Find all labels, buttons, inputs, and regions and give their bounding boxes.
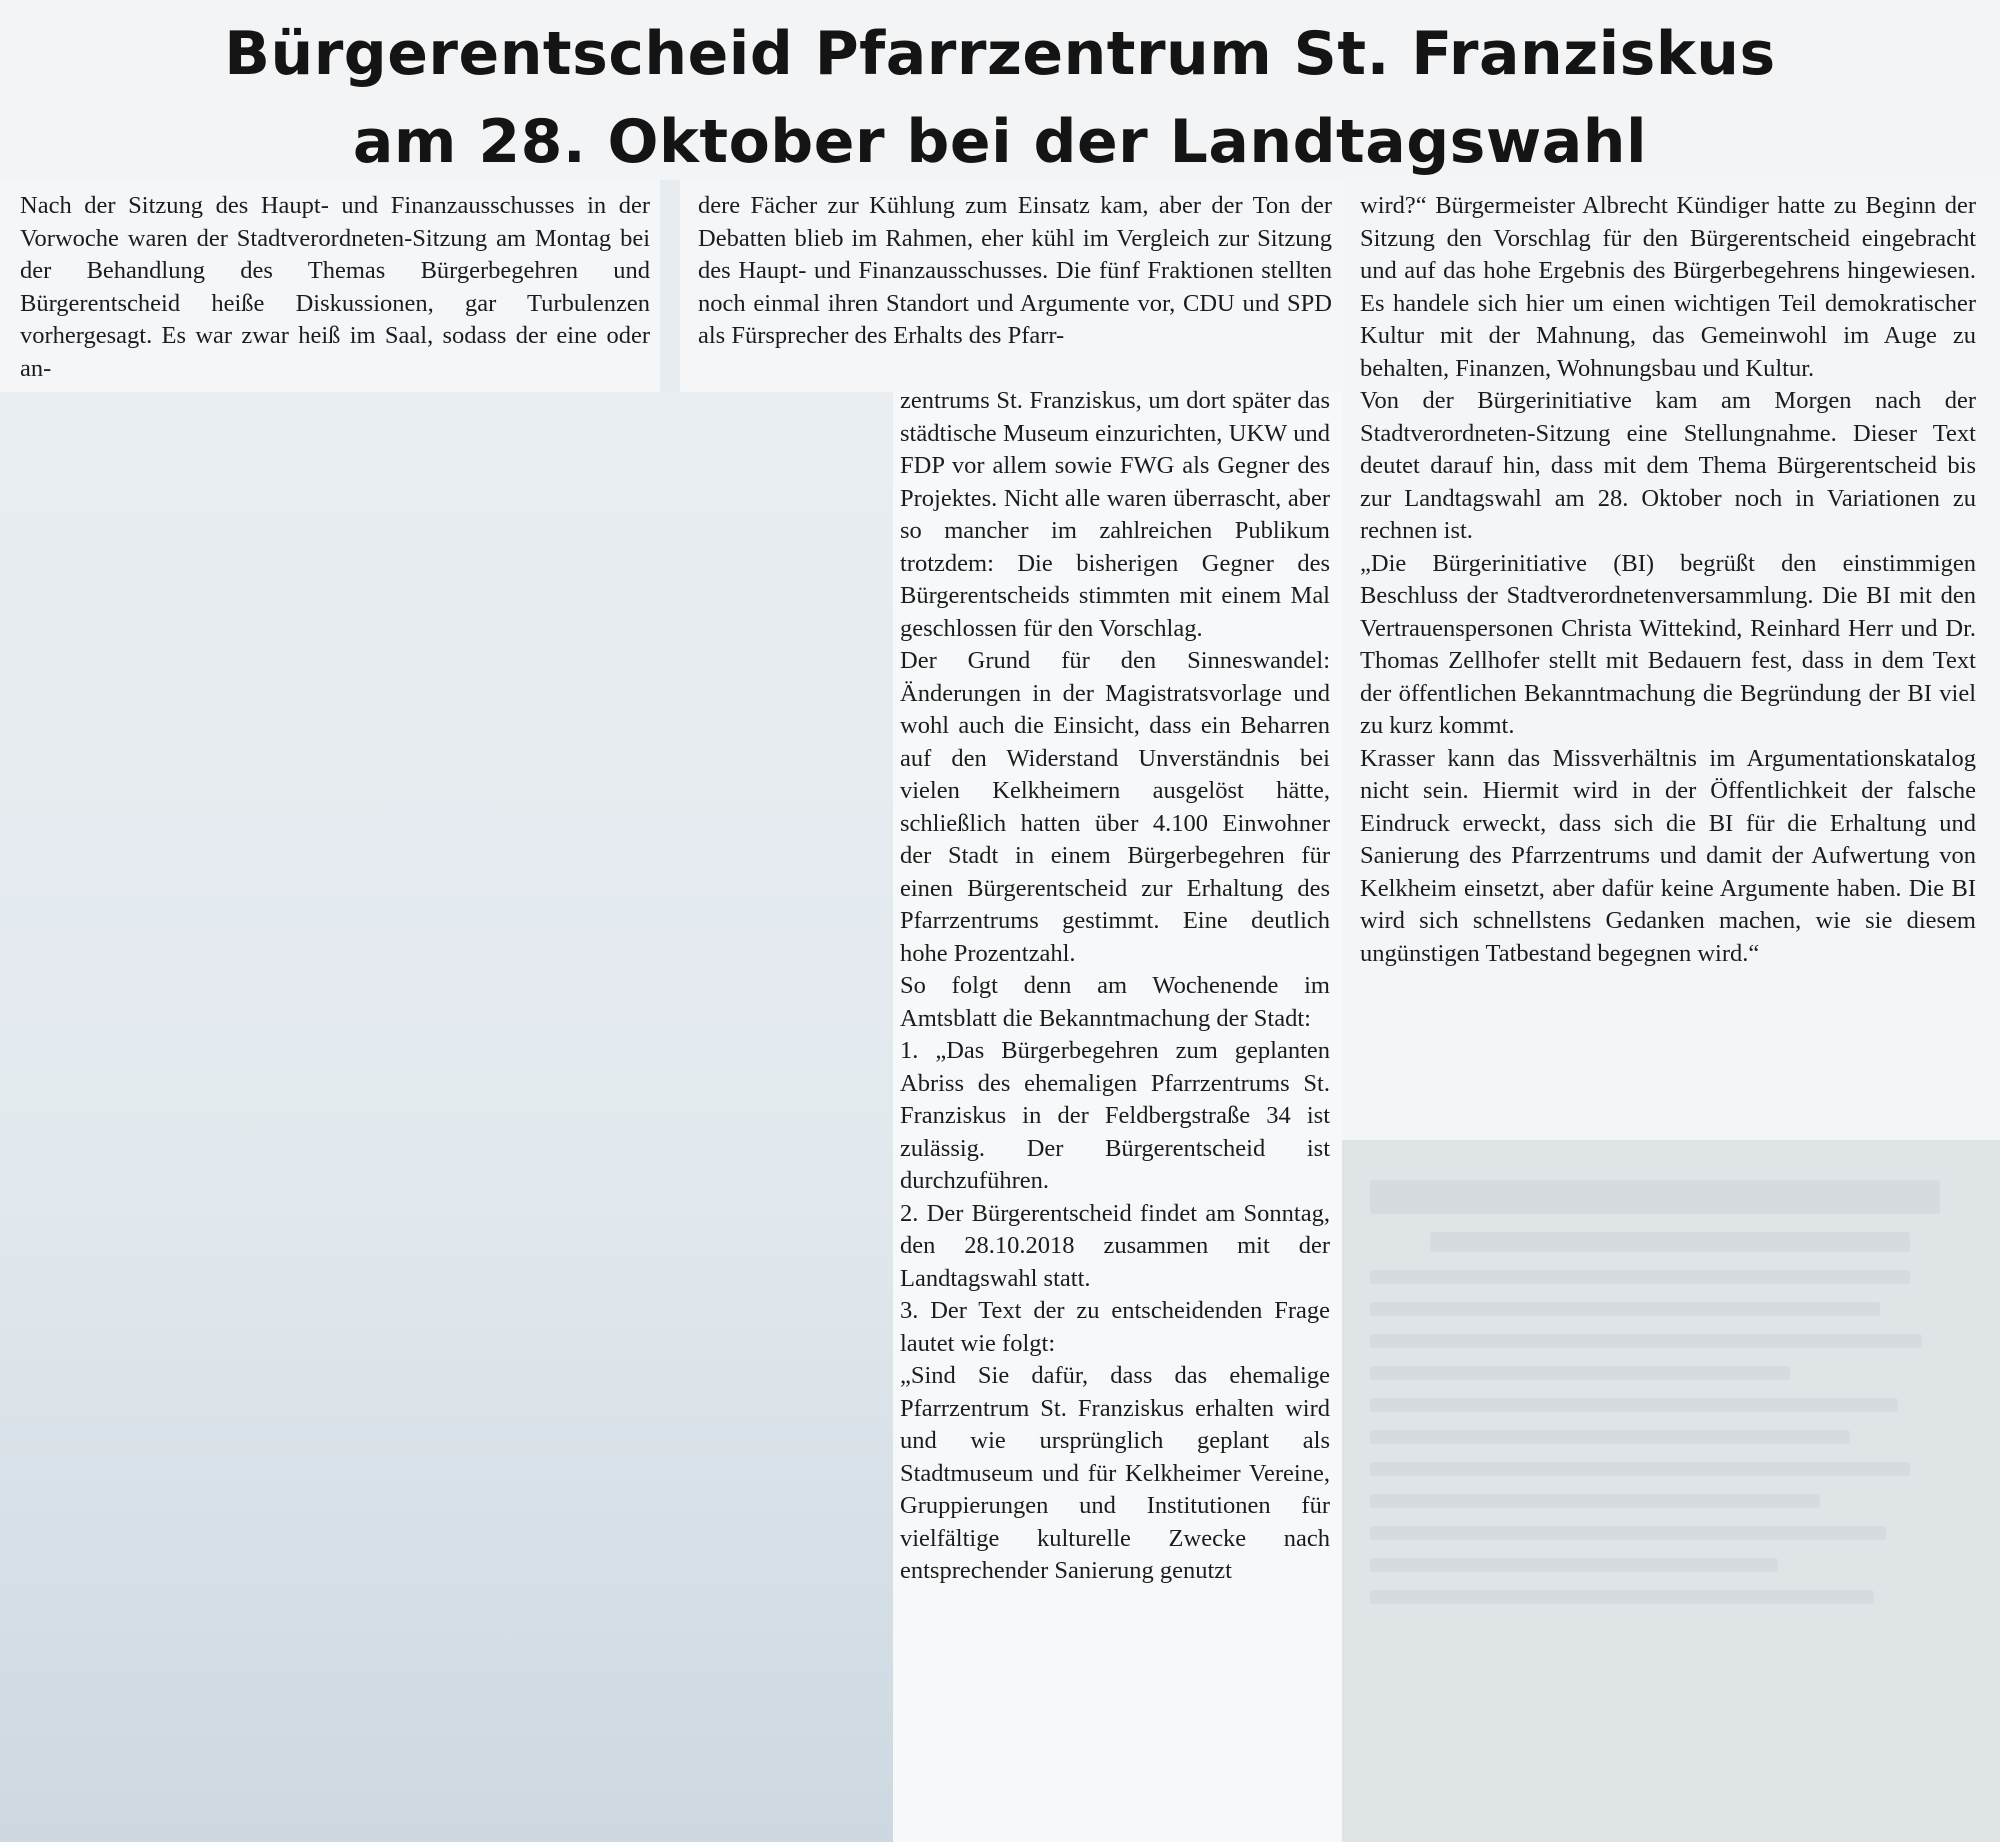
column-3-paragraph: Krasser kann das Missverhältnis im Argumentationskatalog nicht sein. Hiermit wird in der Öffentlichkeit der falsche Eindruck erweckt, dass sich die BI für die Erhaltung und Sanierung des Pfarrzentrums und damit der Aufwertung von Kelkheim einsetzt, aber dafür keine Argumente haben. Die BI wird sich schnellstens Gedanken machen, wie sie diesem ungünstigen Tatbestand begegnen wird.“ xyxy=(1360,744,1976,967)
faded-adjacent-article xyxy=(1370,1180,1970,1820)
article-column-3 xyxy=(1360,190,1976,970)
headline-line-1: Bürgerentscheid Pfarrzentrum St. Franziskus xyxy=(224,19,1776,89)
column-2-paragraph: So folgt denn am Wochenende im Amtsblatt die Bekanntmachung der Stadt: xyxy=(900,972,1330,1032)
column-2-paragraph: „Sind Sie dafür, dass das ehemalige Pfarrzentrum St. Franziskus erhalten wird und wie ursprünglich geplant als Stadtmuseum und für Kelkheimer Vereine, Gruppierungen und Institutionen für vielfältige kulturelle Zwecke nach entsprechender Sanierung genutzt xyxy=(900,1362,1330,1584)
article-column-1 xyxy=(20,190,650,385)
column-3-paragraph: „Die Bürgerinitiative (BI) begrüßt den einstimmigen Beschluss der Stadtverordnetenversammlung. Die BI mit den Vertrauenspersonen Christa Wittekind, Reinhard Herr und Dr. Thomas Zellhofer stellt mit Bedauern fest, dass in dem Text der öffentlichen Bekanntmachung die Begründung der BI viel zu kurz kommt. xyxy=(1360,549,1976,739)
column-2-paragraph: 3. Der Text der zu entscheidenden Frage lautet wie folgt: xyxy=(900,1297,1330,1357)
column-3-paragraph: wird?“ Bürgermeister Albrecht Kündiger hatte zu Beginn der Sitzung den Vorschlag für den Bürgerentscheid eingebracht und auf das hohe Ergebnis des Bürgerbegehrens hingewiesen. Es handele sich hier um einen wichtigen Teil demokratischer Kultur mit der Mahnung, das Gemeinwohl im Auge zu behalten, Finanzen, Wohnungsbau und Kultur. xyxy=(1360,192,1976,382)
column-2-top-text: dere Fächer zur Kühlung zum Einsatz kam, aber der Ton der Debatten blieb im Rahmen, eher kühl im Vergleich zur Sitzung des Haupt- und Finanzausschusses. Die fünf Fraktionen stellten noch einmal ihren Standort und Argumente vor, CDU und SPD als Fürsprecher des Erhalts des Pfarr- xyxy=(698,192,1332,349)
article-column-2 xyxy=(900,385,1330,1588)
column-2-paragraph: 2. Der Bürgerentscheid findet am Sonntag, den 28.10.2018 zusammen mit der Landtagswahl statt. xyxy=(900,1199,1330,1292)
column-3-paragraph: Von der Bürgerinitiative kam am Morgen nach der Stadtverordneten-Sitzung eine Stellungnahme. Dieser Text deutet darauf hin, dass mit dem Thema Bürgerentscheid bis zur Landtagswahl am 28. Oktober noch in Variationen zu rechnen ist. xyxy=(1360,387,1976,544)
column-1-text: Nach der Sitzung des Haupt- und Finanzausschusses in der Vorwoche waren der Stadtverordneten-Sitzung am Montag bei der Behandlung des Themas Bürgerbegehren und Bürgerentscheid heiße Diskussionen, gar Turbulenzen vorhergesagt. Es war zwar heiß im Saal, sodass der eine oder an- xyxy=(20,192,650,382)
column-2-paragraph: 1. „Das Bürgerbegehren zum geplanten Abriss des ehemaligen Pfarrzentrums St. Franziskus in der Feldbergstraße 34 ist zulässig. Der Bürgerentscheid ist durchzuführen. xyxy=(900,1037,1330,1194)
headline-line-2: am 28. Oktober bei der Landtagswahl xyxy=(352,107,1648,177)
column-2-paragraph: zentrums St. Franziskus, um dort später das städtische Museum einzurichten, UKW und FDP vor allem sowie FWG als Gegner des Projektes. Nicht alle waren überrascht, aber so mancher im zahlreichen Publikum trotzdem: Die bisherigen Gegner des Bürgerentscheids stimmten mit einem Mal geschlossen für den Vorschlag. xyxy=(900,387,1330,642)
article-column-2-top xyxy=(698,190,1332,353)
article-headline xyxy=(0,10,2000,186)
column-2-paragraph: Der Grund für den Sinneswandel: Änderungen in der Magistratsvorlage und wohl auch die Einsicht, dass ein Beharren auf den Widerstand Unverständnis bei vielen Kelkheimern ausgelöst hätte, schließlich hatten über 4.100 Einwohner der Stadt in einem Bürgerbegehren für einen Bürgerentscheid zur Erhaltung des Pfarrzentrums gestimmt. Eine deutlich hohe Prozentzahl. xyxy=(900,647,1330,967)
blank-background xyxy=(0,392,893,1842)
